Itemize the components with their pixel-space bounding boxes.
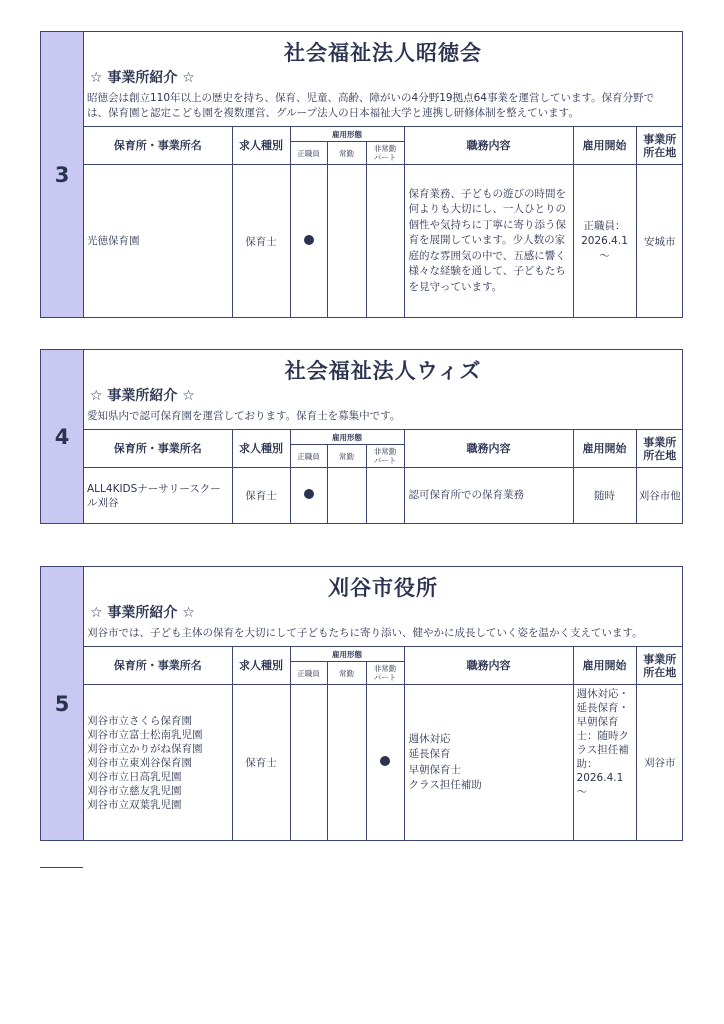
employer-card-4 [40,349,683,524]
job-type: 保育士 [232,468,290,524]
header-start: 雇用開始 [573,127,636,165]
header-duties: 職務内容 [404,430,573,468]
footer-divider [40,867,83,868]
part-time-cell [366,165,404,318]
facility-name: 光徳保育園 [84,165,232,318]
org-name: 社会福祉法人昭徳会 [284,41,482,65]
employer-card-5 [40,566,683,841]
job-table [84,646,683,840]
regular-cell [327,685,366,841]
header-full-time: 正職員 [290,142,327,165]
intro-text: 昭徳会は創立110年以上の歴史を持ち、保育、児童、高齢、障がいの4分野19拠点64事業を運営しています。保育分野では、保育園と認定こども園を複数運営、グループ法人の日本福祉大学と連携し研修体制を整えています。 [87,92,655,119]
header-location: 事業所 所在地 [636,127,683,165]
job-type: 保育士 [232,685,290,841]
header-start: 雇用開始 [573,647,636,685]
location: 刈谷市 [636,685,683,841]
header-facility: 保育所・事業所名 [84,430,232,468]
full-time-mark [304,235,314,245]
header-full-time: 正職員 [290,445,327,468]
start-date: 週休対応・延長保育・早朝保育士：随時クラス担任補助：2026.4.1～ [573,685,636,841]
header-employment: 雇用形態 [290,647,404,662]
intro-heading: ☆ 事業所紹介 ☆ [90,70,195,86]
part-time-cell [366,685,404,841]
start-date: 随時 [573,468,636,524]
header-location: 事業所 所在地 [636,430,683,468]
intro-heading: ☆ 事業所紹介 ☆ [90,388,195,404]
header-regular: 常勤 [327,445,366,468]
header-part-time: 非常勤 パート [366,662,404,685]
part-time-cell [366,468,404,524]
job-table [84,429,683,523]
header-full-time: 正職員 [290,662,327,685]
header-duties: 職務内容 [404,647,573,685]
intro-text: 愛知県内で認可保育園を運営しております。保育士を募集中です。 [87,410,401,422]
part-time-mark [380,756,390,766]
header-employment: 雇用形態 [290,430,404,445]
header-job-type: 求人種別 [232,647,290,685]
header-location: 事業所 所在地 [636,647,683,685]
full-time-cell [290,685,327,841]
duties: 週休対応 延長保育 早朝保育士 クラス担任補助 [404,685,573,841]
header-job-type: 求人種別 [232,127,290,165]
job-type: 保育士 [232,165,290,318]
header-regular: 常勤 [327,662,366,685]
regular-cell [327,468,366,524]
card-number: 3 [41,32,84,317]
header-job-type: 求人種別 [232,430,290,468]
full-time-mark [304,489,314,499]
location: 刈谷市他 [636,468,683,524]
facility-name: ALL4KIDSナーサリースクール刈谷 [84,468,232,524]
card-number: 5 [41,567,84,840]
header-facility: 保育所・事業所名 [84,647,232,685]
job-table [84,126,683,317]
regular-cell [327,165,366,318]
header-part-time: 非常勤 パート [366,142,404,165]
header-part-time: 非常勤 パート [366,445,404,468]
duties: 認可保育所での保育業務 [404,468,573,524]
full-time-cell [290,165,327,318]
full-time-cell [290,468,327,524]
employer-card-3 [40,31,683,318]
org-name: 社会福祉法人ウィズ [284,359,482,383]
header-duties: 職務内容 [404,127,573,165]
location: 安城市 [636,165,683,318]
intro-text: 刈谷市では、子ども主体の保育を大切にして子どもたちに寄り添い、健やかに成長していく姿を温かく支えています。 [87,627,643,639]
card-main [84,32,682,317]
header-regular: 常勤 [327,142,366,165]
facility-name: 刈谷市立さくら保育園 刈谷市立富士松南乳児園 刈谷市立かりがね保育園 刈谷市立東刈谷保育園 刈谷市立日高乳児園 刈谷市立慈友乳児園 刈谷市立双葉乳児園 [84,685,232,841]
intro-heading: ☆ 事業所紹介 ☆ [90,605,195,621]
header-start: 雇用開始 [573,430,636,468]
duties: 保育業務、子どもの遊びの時間を何よりも大切にし、一人ひとりの個性や気持ちに丁寧に寄り添う保育を展開しています。少人数の家庭的な雰囲気の中で、五感に響く様々な経験を通して、子どもたちを見守っています。 [404,165,573,318]
card-main [84,567,682,840]
card-number: 4 [41,350,84,523]
header-employment: 雇用形態 [290,127,404,142]
org-name: 刈谷市役所 [328,576,438,600]
start-date: 正職員：2026.4.1～ [573,165,636,318]
header-facility: 保育所・事業所名 [84,127,232,165]
card-main [84,350,682,523]
